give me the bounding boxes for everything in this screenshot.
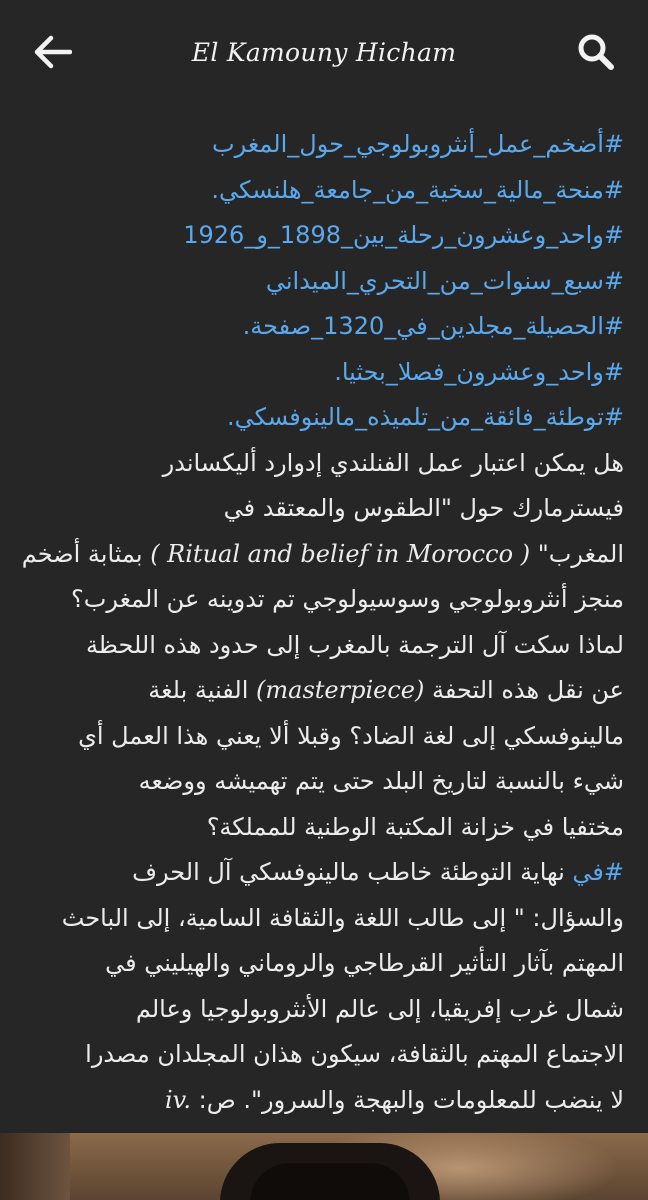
page-reference: iv. [165,1085,192,1114]
text-fragment: المغرب" [530,539,624,568]
paragraph-line [21,532,624,578]
paragraph-line: شمال غرب إفريقيا، إلى عالم الأنثروبولوجيا وعالم [135,994,624,1023]
paragraph-line: لماذا سكت آل الترجمة بالمغرب إلى حدود هذه اللحظة [85,630,624,659]
paragraph-line [24,668,624,714]
text-fragment: لا ينضب للمعلومات والبهجة والسرور". ص: [191,1085,624,1114]
search-icon [577,33,615,71]
back-arrow-icon [32,35,72,69]
paragraph-line: والسؤال: " إلى طالب اللغة والثقافة السامية، إلى الباحث [61,903,624,932]
paragraph-line: مالينوفسكي إلى لغة الضاد؟ وقبلا ألا يعني هذا العمل أي [78,721,624,750]
paragraph-line: منجز أنثروبولوجي وسوسيولوجي تم تدوينه عن المغرب؟ [71,585,624,613]
paragraph-line: المهتم بآثار التأثير القرطاجي والروماني والهيليني في [105,949,624,977]
paragraph-line [24,1078,624,1124]
page-title: El Kamouny Hicham [191,37,457,67]
hashtag-link[interactable]: #سبع_سنوات_من_التحري_الميداني [265,266,624,295]
hashtag-link[interactable]: #الحصيلة_مجلدين_في_1320_صفحة. [242,312,624,340]
text-fragment: نهاية التوطئة خاطب مالينوفسكي آل الحرف [132,858,573,886]
text-fragment: الفنية بلغة [148,676,257,704]
paragraph-line: هل يمكن اعتبار عمل الفنلندي إدوارد أليكساندر [162,448,624,477]
paragraph-line [24,850,624,896]
image-shadow [0,1133,70,1200]
hashtag-link[interactable]: #منحة_مالية_سخية_من_جامعة_هلنسكي. [211,175,624,204]
paragraph-line: فيسترمارك حول "الطقوس والمعتقد في [223,494,624,522]
hashtag-link[interactable]: #في [572,858,624,886]
book-object-shadow [250,1163,410,1200]
english-term: (masterpiece) [256,676,425,704]
paragraph-line: شيء بالنسبة لتاريخ البلد حتى يتم تهميشه ووضعه [138,767,624,795]
search-button[interactable] [570,26,622,78]
hashtag-link[interactable]: #واحد_وعشرون_فصلا_بحثيا. [334,357,624,386]
hashtag-link[interactable]: #واحد_وعشرون_رحلة_بين_1898_و_1926 [183,221,624,249]
hashtag-link[interactable]: #توطئة_فائقة_من_تلميذه_مالينوفسكي. [226,403,624,431]
hashtag-link[interactable]: #أضخم_عمل_أنثروبولوجي_حول_المغرب [212,130,624,158]
paragraph-line: الاجتماع المهتم بالثقافة، سيكون هذان المجلدان مصدرا [85,1040,624,1068]
post-image[interactable] [0,1133,648,1200]
english-title: ( Ritual and belief in Morocco ) [150,539,531,568]
text-fragment: عن نقل هذه التحفة [424,676,624,704]
top-bar [0,0,648,104]
back-button[interactable] [26,26,78,78]
post-body [21,122,624,1123]
text-fragment: بمثابة أضخم [21,539,151,568]
paragraph-line: مختفيا في خزانة المكتبة الوطنية للمملكة؟ [206,812,624,841]
